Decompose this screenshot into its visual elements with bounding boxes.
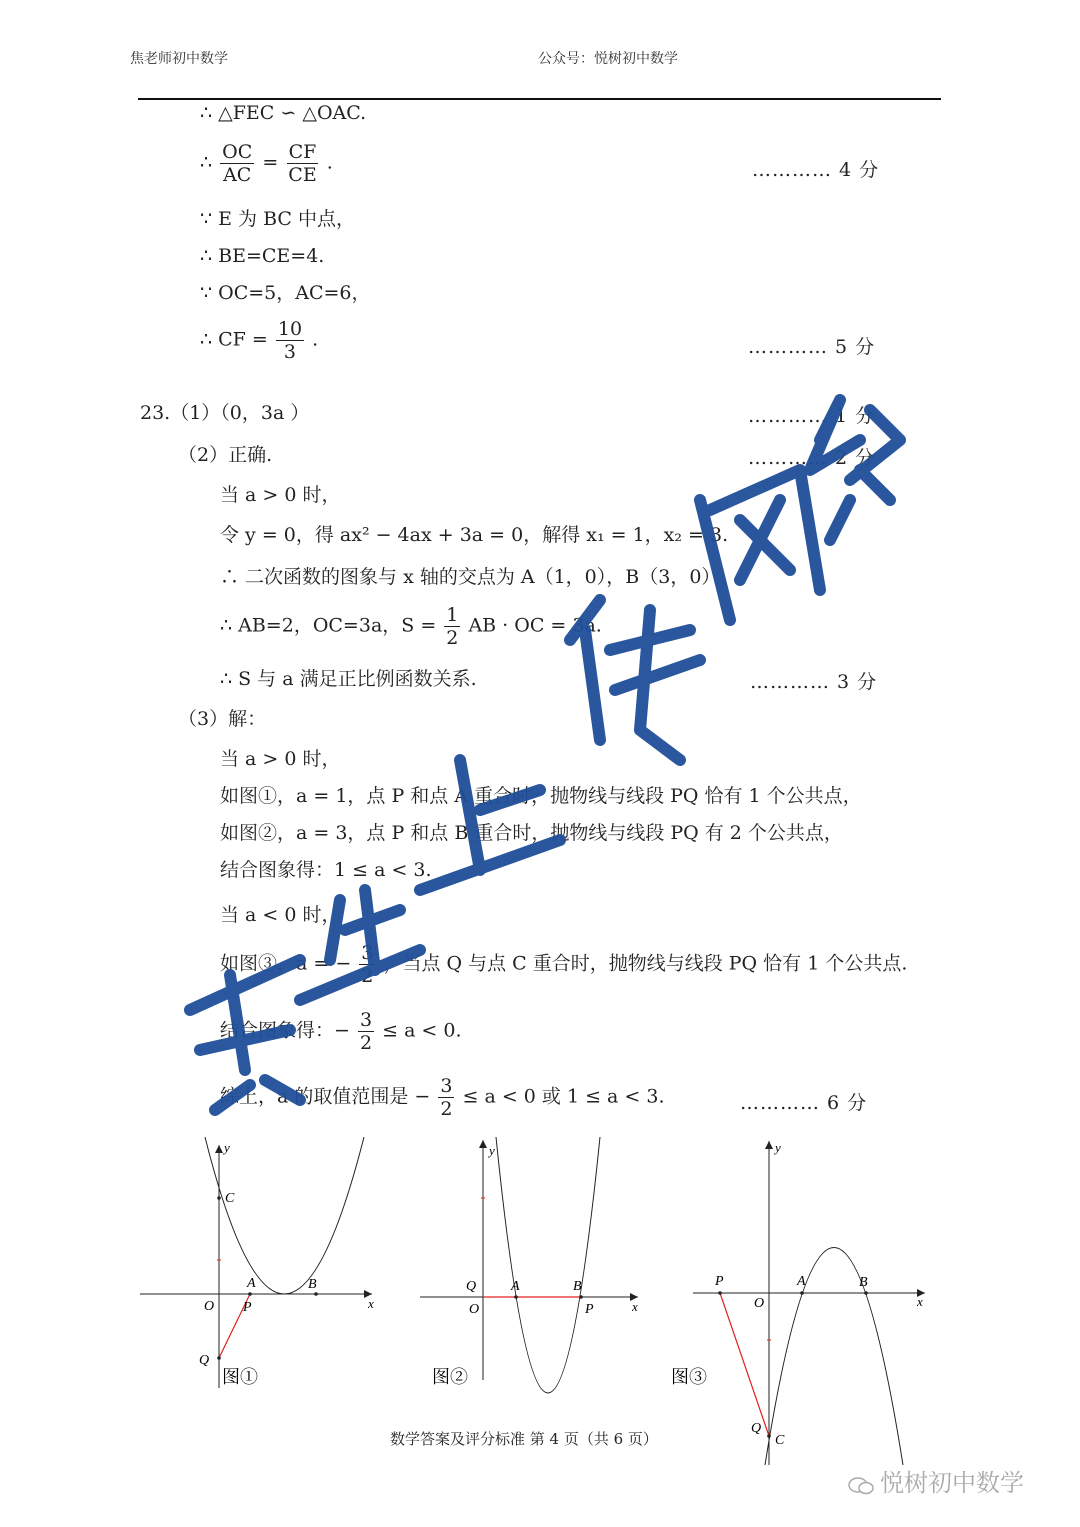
wechat-icon: [848, 1474, 874, 1494]
fig2-parabola: [496, 1137, 600, 1393]
area-prefix: ∴ AB=2，OC=3a，S =: [220, 614, 437, 637]
fig2-label-b: B: [573, 1279, 582, 1294]
fig3-point-b: [864, 1291, 868, 1295]
fig2-caption: 图②: [432, 1367, 468, 1387]
score-1: ………… 1 分: [748, 405, 876, 427]
fig1-label-x: x: [368, 1296, 374, 1311]
header-right: 公众号：悦树初中数学: [538, 51, 678, 67]
fraction-numerator: 3: [440, 1075, 453, 1097]
fraction-denominator: 2: [361, 965, 374, 987]
figure-2: [420, 1137, 638, 1393]
header-left: 焦老师初中数学: [130, 51, 228, 67]
fig3-point-c: [767, 1434, 771, 1438]
fig3-label-x: x: [917, 1294, 923, 1309]
fig2-label-p: P: [585, 1302, 594, 1317]
fig1-point-a: [248, 1292, 252, 1296]
fraction-numerator: CF: [288, 141, 317, 163]
fig3-point-a: [800, 1291, 804, 1295]
cf-prefix: ∴ CF =: [200, 328, 268, 351]
fig3-caption: 图③: [671, 1367, 707, 1387]
fraction-numerator: 3: [359, 1009, 373, 1031]
figure-1: [140, 1137, 374, 1388]
fraction-denominator: 2: [359, 1032, 373, 1054]
score-2: ………… 2 分: [748, 447, 876, 469]
fig1-point-b: [314, 1292, 318, 1296]
wechat-brand-label: 悦树初中数学: [880, 1469, 1024, 1497]
fraction-numerator: OC: [222, 141, 253, 163]
proof-line-midpoint: ∵ E 为 BC 中点，: [200, 208, 355, 230]
part3-figure1-text: 如图①，a = 1，点 P 和点 A 重合时，抛物线与线段 PQ 恰有 1 个公共点，: [220, 785, 862, 807]
fig3-suffix: ，当点 Q 与点 C 重合时，抛物线与线段 PQ 恰有 1 个公共点.: [383, 952, 908, 975]
fig3-segment-pq: [720, 1293, 769, 1436]
final-suffix: ≤ a < 0 或 1 ≤ a < 3.: [462, 1085, 665, 1108]
fraction-denominator: 2: [446, 627, 459, 649]
part3-figure2-text: 如图②，a = 3，点 P 和点 B 重合时，抛物线与线段 PQ 有 2 个公共点，: [220, 822, 843, 844]
proof-line-be-ce: ∴ BE=CE=4.: [200, 245, 325, 267]
fig2-point-b: [579, 1295, 583, 1299]
fig1-caption: 图①: [222, 1367, 258, 1387]
wechat-brand: [848, 1463, 1024, 1498]
range-prefix: 结合图象得：−: [220, 1019, 350, 1042]
score-4: ………… 4 分: [752, 159, 880, 181]
figure-3: [671, 1140, 925, 1465]
page-footer: 数学答案及评分标准 第 4 页（共 6 页）: [390, 1430, 658, 1448]
fig2-y-arrow-icon: [479, 1140, 487, 1148]
score-5: ………… 5 分: [748, 336, 876, 358]
fraction-denominator: CE: [288, 164, 317, 186]
part2-solve-roots: 令 y = 0，得 ax² − 4ax + 3a = 0，解得 x₁ = 1，x₂ = 3.: [220, 524, 729, 546]
fig1-label-q: Q: [199, 1353, 210, 1368]
fraction-denominator: 3: [283, 341, 296, 363]
fig2-label-o: O: [469, 1302, 480, 1317]
fig2-label-x: x: [632, 1299, 638, 1314]
fig3-label-o: O: [754, 1296, 765, 1311]
proof-line-oc-ac: ∵ OC=5，AC=6，: [200, 282, 371, 304]
fig3-parabola: [765, 1248, 903, 1466]
part3-range-positive: 结合图象得：1 ≤ a < 3.: [220, 859, 432, 881]
fig1-point-q: [217, 1356, 221, 1360]
fig3-label-y: y: [775, 1140, 781, 1155]
fig1-label-p: P: [243, 1300, 252, 1315]
fig1-point-c: [217, 1196, 221, 1200]
q23-part3: （3）解：: [178, 708, 267, 730]
fig2-label-a: A: [511, 1279, 520, 1294]
part2-intersections: ∴ 二次函数的图象与 x 轴的交点为 A（1，0），B（3，0）.: [220, 566, 727, 588]
area-suffix: AB · OC = 3a.: [468, 614, 602, 637]
final-prefix: 综上，a 的取值范围是 −: [220, 1085, 431, 1108]
fraction-denominator: AC: [223, 164, 252, 186]
fig3-label-b: B: [859, 1275, 868, 1290]
fig2-label-q: Q: [466, 1279, 477, 1294]
part2-conclusion: ∴ S 与 a 满足正比例函数关系.: [220, 668, 477, 690]
period: .: [312, 328, 319, 351]
fraction-numerator: 1: [446, 604, 459, 626]
fig3-y-arrow-icon: [765, 1141, 773, 1149]
q23-part1: 23.（1）（0，3a ）: [140, 402, 310, 424]
fig1-y-arrow-icon: [215, 1145, 223, 1153]
fig1-label-y: y: [224, 1140, 230, 1155]
fig3-prefix: 如图③，a = −: [220, 952, 352, 975]
fig2-label-y: y: [489, 1143, 495, 1158]
fig1-label-c: C: [225, 1191, 235, 1206]
range-suffix: ≤ a < 0.: [382, 1019, 462, 1042]
fig3-label-c: C: [775, 1433, 785, 1448]
period: .: [326, 151, 333, 174]
fig1-label-b: B: [308, 1277, 317, 1292]
fig1-parabola: [205, 1137, 364, 1294]
therefore-symbol: ∴: [200, 151, 213, 174]
fig1-label-o: O: [204, 1299, 215, 1314]
part3-case-positive: 当 a > 0 时，: [220, 748, 341, 770]
fig3-label-q: Q: [751, 1421, 762, 1436]
fraction-numerator: 10: [277, 318, 303, 340]
fraction-numerator: 3: [361, 942, 374, 964]
fraction-denominator: 2: [440, 1098, 453, 1120]
fig2-point-a: [514, 1295, 518, 1299]
fig3-label-p: P: [715, 1274, 724, 1289]
fig3-point-p: [718, 1291, 722, 1295]
equals-sign: =: [262, 151, 279, 174]
score-3: ………… 3 分: [750, 671, 878, 693]
part3-case-negative: 当 a < 0 时，: [220, 904, 341, 926]
fig1-label-a: A: [247, 1276, 256, 1291]
q23-part2: （2）正确.: [178, 444, 273, 466]
part2-case-positive: 当 a > 0 时，: [220, 484, 341, 506]
fig3-label-a: A: [797, 1274, 806, 1289]
score-6: ………… 6 分: [740, 1092, 868, 1114]
proof-line-similar: ∴ △FEC ∽ △OAC.: [200, 102, 367, 124]
